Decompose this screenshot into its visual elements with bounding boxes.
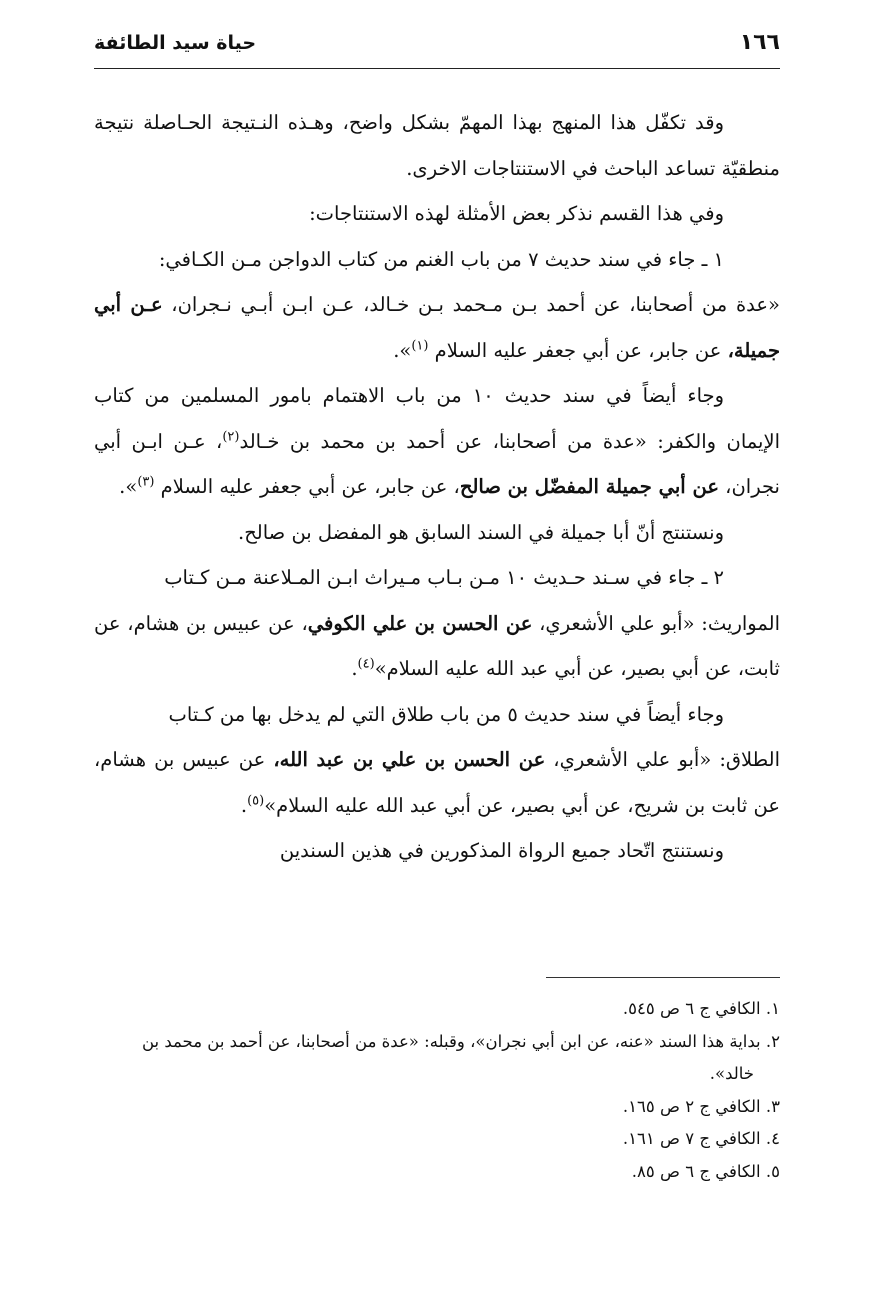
footnote-ref: (٥) (247, 793, 265, 808)
page-number: ١٦٦ (739, 30, 780, 55)
conclusion-2: ونستنتج اتّحاد جميع الرواة المذكورين في هذين السندين (279, 839, 724, 862)
footnote-1: ١. الكافي ج ٦ ص ٥٤٥. (622, 999, 780, 1018)
footnote-ref: (٢) (222, 429, 240, 444)
example-2-second-intro: وجاء أيضاً في سند حديث ٥ من باب طلاق التي لم يدخل بها من كـتاب (168, 702, 724, 726)
footnote-4: ٤. الكافي ج ٧ ص ١٦١. (622, 1129, 780, 1148)
example-1-second-chain: وجاء أيضاً في سند حديث ١٠ من باب الاهتمام بامور المسلمين من كتاب الإيمان والكفر: «عدة من أصحابنا، عن أحمد بن محمد بن خـالد$^{(٢)}$، عـن ابـن أبي نجران، عن أبي جميلة المفضّل بن صالح، عن جابر، عن أبي جعفر عليه السلام $^{(٣)}$». (94, 384, 780, 498)
footnote-ref: (٤) (357, 656, 375, 672)
conclusion-1: ونستنتج أنّ أبا جميلة في السند السابق هو المفضل بن صالح. (238, 520, 724, 544)
example-2-intro: ٢ ـ جاء في سـند حـديث ١٠ مـن بـاب مـيراث ابـن المـلاعنة مـن كـتاب (164, 566, 724, 589)
bold-narrator: عن أبي جميلة المفضّل بن صالح (459, 475, 719, 498)
example-1-chain: «عدة من أصحابنا، عن أحمد بـن مـحمد بـن خـالد، عـن ابـن أبـي نـجران، عـن أبي جميلة، عن جابر، عن أبي جعفر عليه السلام $^{(١)}$». (94, 293, 780, 362)
footnote-ref: (١) (411, 338, 429, 353)
page-header (94, 30, 780, 66)
running-title: حياة سيد الطائفة (94, 32, 257, 54)
example-2-second-chain: الطلاق: «أبو علي الأشعري، عن الحسن بن علي بن عبد الله، عن عبيس بن هشام، عن ثابت بن شريح، عن أبي بصير، عن أبي عبد الله عليه السلام»$^{(٥)}$. (94, 748, 781, 817)
footnotes (94, 993, 780, 1188)
main-text (94, 100, 780, 874)
paragraph: وفي هذا القسم نذكر بعض الأمثلة لهذه الاستنتاجات: (309, 202, 724, 225)
paragraph: وقد تكفّل هذا المنهج بهذا المهمّ بشكل واضح، وهـذه النـتيجة الحـاصلة نتيجة منطقيّة تساعد الباحث في الاستنتاجات الاخرى. (94, 111, 780, 180)
bold-narrator: عـن أبي جميلة، (94, 293, 780, 362)
footnote-5: ٥. الكافي ج ٦ ص ٨٥. (631, 1161, 780, 1181)
example-1-intro: ١ ـ جاء في سند حديث ٧ من باب الغنم من كتاب الدواجن مـن الكـافي: (158, 247, 724, 271)
bold-narrator: عن الحسن بن علي الكوفي (307, 611, 533, 635)
footnote-2: ٢. بداية هذا السند «عنه، عن ابن أبي نجران»، وقبله: «عدة من أصحابنا، عن أحمد بن محمد بن (141, 1031, 780, 1051)
footnote-2-continued: خالد». (709, 1064, 754, 1083)
bold-narrator: عن الحسن بن علي بن عبد الله، (273, 748, 546, 771)
example-2-chain: المواريث: «أبو علي الأشعري، عن الحسن بن علي الكوفي، عن عبيس بن هشام، عن ثابت، عن أبي بصير، عن أبي عبد الله عليه السلام»$^{(٤)}$. (94, 611, 780, 680)
footnote-rule (546, 977, 780, 978)
header-rule (94, 68, 780, 69)
footnote-ref: (٣) (137, 474, 155, 490)
footnote-3: ٣. الكافي ج ٢ ص ١٦٥. (622, 1096, 780, 1116)
